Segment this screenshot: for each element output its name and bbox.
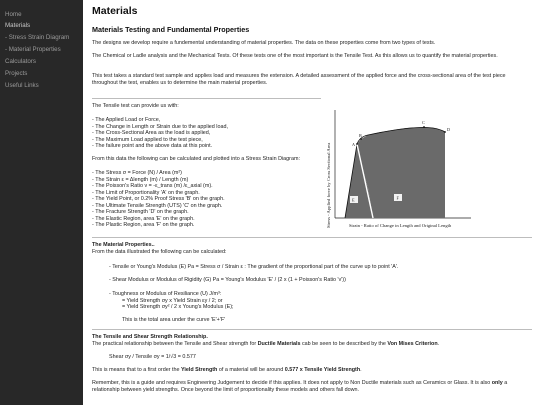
- stress-strain-diagram: [321, 108, 532, 235]
- point-a-marker: [356, 143, 358, 145]
- calc-item: - The Yield Point, or 0.2% Proof Stress 'B' on the graph.: [92, 196, 225, 202]
- intro-paragraph-1: The designs we develop require a fundemental understanding of material properties. The data on these properties come from two types of tests.: [92, 40, 436, 46]
- region-f-label: F: [396, 195, 399, 201]
- shear-paragraph-2: [92, 367, 362, 374]
- ductile-materials-text: Ductile Materials: [257, 341, 301, 347]
- calc-item: - The Elastic Region, area 'E' on the graph.: [92, 215, 195, 222]
- tensile-item: - The Cross-Sectional Area as the load is applied,: [92, 130, 211, 136]
- shear-paragraph-3: [92, 380, 532, 393]
- shear-paragraph-1: [92, 341, 439, 348]
- toughness-formula-1: = Yield Strength σy x Yield Strain εy / 2; or: [122, 297, 223, 304]
- text-segment: The practical relationship between the Tensile and Shear strength for: [92, 341, 258, 347]
- stress-strain-svg: [321, 108, 532, 235]
- shear-formula: Shear σy / Tensile σy = 1/√3 = 0.577: [109, 354, 196, 360]
- shear-heading: The Tensile and Shear Strength Relationship.: [92, 334, 208, 340]
- calc-item: - The Fracture Strength 'D' on the graph.: [92, 209, 189, 215]
- nav-projects[interactable]: Projects: [5, 70, 28, 77]
- tensile-heading: The Tensile test can provide us with:: [92, 103, 179, 109]
- tensile-item: - The Change in Length or Strain due to the applied load,: [92, 123, 228, 130]
- point-d-marker: [444, 131, 446, 133]
- tensile-modulus-text: - Tensile or Young's Modulus (E) Pa = Stress σ / Strain ε : The gradient of the proportional part of the curve up to point 'A'.: [109, 264, 399, 270]
- ratio-text: 0.577 x Tensile Yield Strength: [284, 367, 361, 373]
- nav-calculators[interactable]: Calculators: [5, 58, 36, 65]
- text-segment: cab be seen to be described by the: [300, 341, 388, 347]
- nav-home[interactable]: Home: [5, 11, 22, 18]
- nav-useful-links[interactable]: Useful Links: [5, 82, 39, 89]
- toughness-formula-2: = Yield Strength σy² / 2 x Young's Modulus (E);: [122, 304, 234, 310]
- calc-item: - The Plastic Region, area 'F' on the graph.: [92, 222, 195, 228]
- text-segment: of a material will be around: [217, 367, 285, 373]
- von-mises-text: Von Mises Criterion: [387, 341, 438, 347]
- page-subtitle: Materials Testing and Fundamental Properties: [92, 25, 250, 34]
- sidebar: [0, 0, 83, 405]
- tensile-item: - The Maximum Load applied to the test piece,: [92, 136, 203, 143]
- divider: [92, 98, 321, 99]
- point-b-marker: [360, 138, 362, 140]
- tensile-item: - The Applied Load or Force,: [92, 117, 161, 123]
- point-d-label: D: [447, 127, 451, 132]
- text-segment: Remember, this is a guide and requires Engineering Judgement to decide if this applies. It does not apply to Non Ductile materials such as Ceramics or Glass. It is also: [92, 380, 492, 386]
- point-c-marker: [423, 126, 425, 128]
- calc-intro: From this data the following can be calculated and plotted into a Stress Strain Diagram:: [92, 156, 300, 162]
- graph-ylabel: Stress - Applied force by Cross Sectional Area: [326, 142, 331, 228]
- intro-paragraph-3: This test takes a standard test sample and applies load and measures the extension. A detailed assessment of the applied force and the cross-sectional area of the test piece throughout the test, enables us to determine the main material properties.: [92, 73, 506, 86]
- tensile-item: - The failure point and the above data at this point.: [92, 143, 213, 149]
- main-content: [92, 0, 532, 405]
- calc-item: - The Limit of Proportionality 'A' on the graph.: [92, 189, 200, 196]
- nav-stress-strain-diagram[interactable]: - Stress Strain Diagram: [5, 34, 70, 41]
- nav-material-properties[interactable]: - Material Properties: [5, 46, 61, 53]
- calc-item: - The Strain ε = Δlength (m) / Length (m): [92, 176, 189, 183]
- shear-modulus-text: - Shear Modulus or Modulus of Rigidity (G) Pa = Young's Modulus 'E' / (2 x (1 + Poisson's Ratio 'ν')): [109, 277, 346, 283]
- page-title: Materials: [92, 5, 138, 17]
- yield-strength-text: Yield Strength: [180, 367, 218, 373]
- nav-materials[interactable]: Materials: [5, 22, 31, 29]
- divider: [92, 237, 532, 238]
- intro-paragraph-2: The Chemical or Ladle analysis and the Mechanical Tests. Of these tests one of the most important is the Tensile Test. As this allows us to quantify the material properties.: [92, 53, 498, 59]
- text-segment: .: [437, 341, 440, 347]
- calc-item: - The Ultimate Tensile Strength (UTS) 'C' on the graph.: [92, 202, 223, 209]
- text-segment: This is means that to a first order the: [92, 367, 181, 373]
- properties-intro: From the data illustrated the following can be calculated:: [92, 249, 227, 255]
- toughness-text: - Toughness or Modulus of Resiliance (U) J/m³:: [109, 291, 222, 297]
- point-b-label: B: [359, 133, 362, 138]
- graph-xlabel: Strain - Ratio of Change in Length and Original Length: [349, 223, 452, 228]
- toughness-note: This is the total area under the curve 'E'+'F': [122, 317, 226, 323]
- calc-item: - The Stress σ = Force (N) / Area (m²): [92, 170, 182, 176]
- text-segment: a relationship between yield strengths. Once beyond the limit of proportionality these models and others fall down.: [92, 380, 508, 393]
- only-text: only: [491, 380, 503, 386]
- point-c-label: C: [422, 120, 425, 125]
- point-a-label: A: [352, 142, 356, 147]
- divider: [92, 329, 532, 330]
- calc-item: - The Poisson's Ratio ν = -ε_trans (m) /ε_axial (m).: [92, 183, 213, 189]
- text-segment: .: [360, 367, 362, 373]
- region-e-label: E: [352, 197, 355, 203]
- properties-heading: The Material Properties..: [92, 242, 155, 248]
